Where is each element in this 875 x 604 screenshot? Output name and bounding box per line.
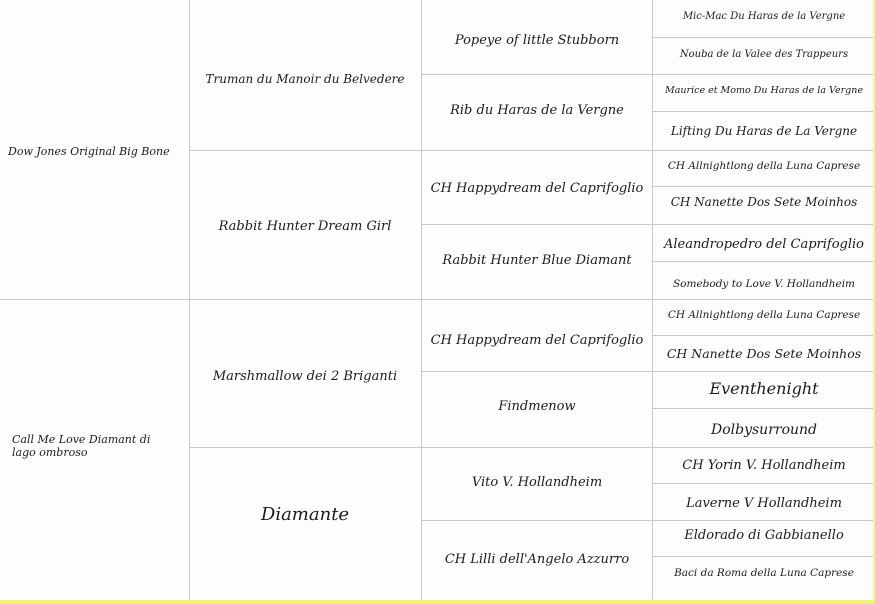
row-divider <box>652 483 873 484</box>
column-divider <box>189 0 190 600</box>
gggp-7: Aleandropedro del Caprifoglio <box>663 236 865 252</box>
sire-dam: Rabbit Hunter Dream Girl <box>218 218 392 234</box>
page-edge <box>0 600 875 604</box>
row-divider <box>0 299 873 300</box>
ggp-1: Popeye of little Stubborn <box>454 32 620 48</box>
row-divider <box>189 447 873 448</box>
ggp-5: CH Happydream del Caprifoglio <box>430 332 644 348</box>
gggp-12: Dolbysurround <box>710 421 817 438</box>
gggp-3: Maurice et Momo Du Haras de la Vergne <box>665 84 863 96</box>
ggp-8: CH Lilli dell'Angelo Azzurro <box>444 551 630 567</box>
row-divider <box>652 261 873 262</box>
row-divider <box>421 224 873 225</box>
gggp-10: CH Nanette Dos Sete Moinhos <box>666 345 862 361</box>
ggp-7: Vito V. Hollandheim <box>471 474 603 490</box>
gggp-4: Lifting Du Haras de La Vergne <box>670 124 858 139</box>
gggp-1: Mic-Mac Du Haras de la Vergne <box>682 11 846 23</box>
row-divider <box>652 556 873 557</box>
gggp-6: CH Nanette Dos Sete Moinhos <box>670 195 858 210</box>
gggp-14: Laverne V Hollandheim <box>686 495 842 511</box>
gggp-16: Baci da Roma della Luna Caprese <box>674 566 854 579</box>
ggp-4: Rabbit Hunter Blue Diamant <box>442 252 632 268</box>
ggp-2: Rib du Haras de la Vergne <box>450 102 624 118</box>
ggp-3: CH Happydream del Caprifoglio <box>430 180 644 196</box>
row-divider <box>652 335 873 336</box>
sire-sire: Truman du Manoir du Belvedere <box>205 72 405 87</box>
gggp-11: Eventhenight <box>709 378 819 398</box>
row-divider <box>652 186 873 187</box>
row-divider <box>421 74 873 75</box>
column-divider <box>421 0 422 600</box>
dam-dam: Diamante <box>260 503 350 525</box>
row-divider <box>652 111 873 112</box>
gggp-5: CH Allnightlong della Luna Caprese <box>667 159 861 172</box>
gggp-9: CH Allnightlong della Luna Caprese <box>667 308 861 321</box>
gggp-2: Nouba de la Valee des Trappeurs <box>679 49 849 61</box>
dam: Call Me Love Diamant di lago ombroso <box>12 433 151 459</box>
row-divider <box>652 37 873 38</box>
sire: Dow Jones Original Big Bone <box>8 144 170 158</box>
dam-sire: Marshmallow dei 2 Briganti <box>212 368 398 384</box>
column-divider <box>652 0 653 600</box>
row-divider <box>421 371 873 372</box>
row-divider <box>652 408 873 409</box>
gggp-8: Somebody to Love V. Hollandheim <box>672 277 856 290</box>
row-divider <box>421 520 873 521</box>
ggp-6: Findmenow <box>498 398 576 414</box>
row-divider <box>189 150 873 151</box>
gggp-15: Eldorado di Gabbianello <box>684 527 844 543</box>
gggp-13: CH Yorin V. Hollandheim <box>682 457 846 473</box>
